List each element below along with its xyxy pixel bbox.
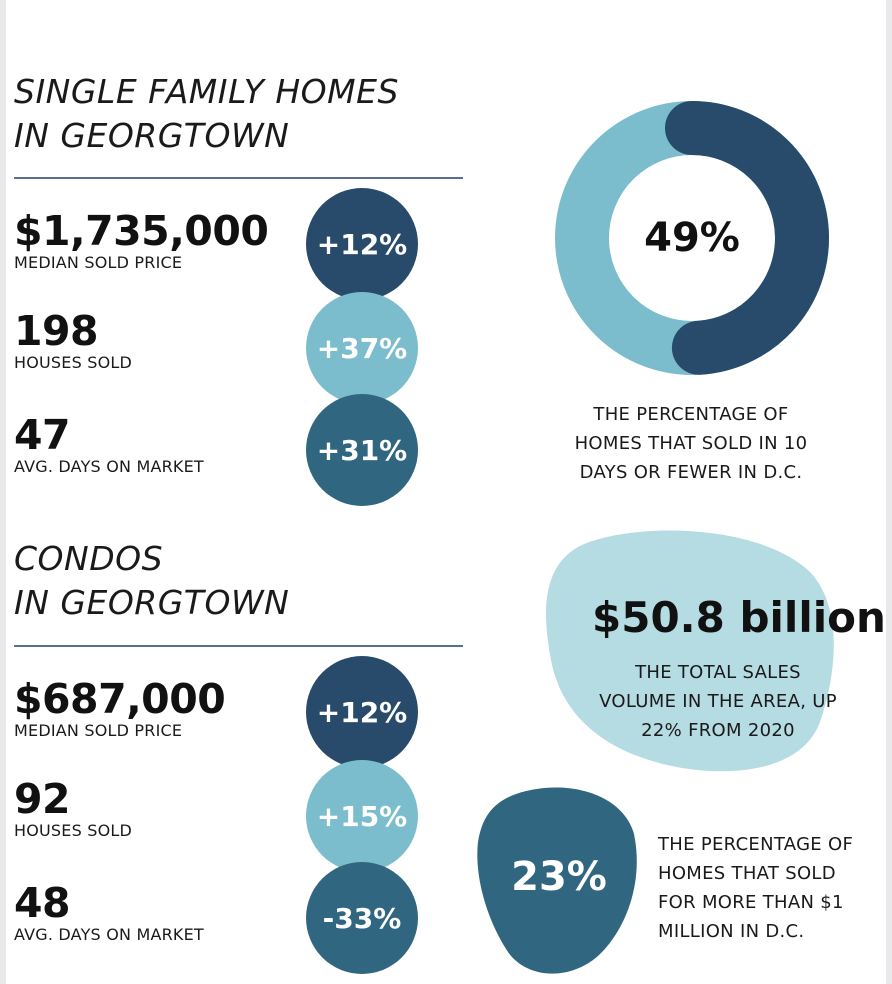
sales-volume-caption-line: THE TOTAL SALES <box>635 662 801 683</box>
condo-days-on-market-label: AVG. DAYS ON MARKET <box>14 925 204 944</box>
condos-divider <box>14 645 463 647</box>
single-family-heading-line1: SINGLE FAMILY HOMES <box>14 72 399 111</box>
donut-caption-line: HOMES THAT SOLD IN 10 <box>574 433 808 454</box>
sf-houses-sold-change-badge: +37% <box>306 292 418 404</box>
sf-days-on-market <box>14 413 204 477</box>
condos-heading <box>14 537 464 625</box>
sales-volume-caption <box>598 658 838 745</box>
donut-caption-line: THE PERCENTAGE OF <box>593 404 789 425</box>
single-family-divider <box>14 177 463 179</box>
sf-days-on-market-value: 47 <box>14 411 71 459</box>
sales-volume-caption-line: VOLUME IN THE AREA, UP <box>599 691 837 712</box>
condo-median-price-change-badge: +12% <box>306 656 418 768</box>
condo-houses-sold-label: HOUSES SOLD <box>14 821 133 840</box>
sf-median-price <box>14 209 268 273</box>
donut-caption <box>536 400 846 487</box>
condos-heading-line2: IN GEORGTOWN <box>14 583 290 622</box>
condo-median-price-label: MEDIAN SOLD PRICE <box>14 721 183 740</box>
sf-days-on-market-change-badge: +31% <box>306 394 418 506</box>
million-share-caption-line: MILLION IN D.C. <box>658 921 805 942</box>
sf-houses-sold <box>14 309 132 373</box>
donut-center-label: 49% <box>644 215 740 261</box>
infographic-page <box>6 0 886 984</box>
sf-median-price-change-badge: +12% <box>306 188 418 300</box>
million-share-caption <box>658 830 883 946</box>
sf-median-price-label: MEDIAN SOLD PRICE <box>14 253 183 272</box>
condo-houses-sold <box>14 777 132 841</box>
sf-median-price-value: $1,735,000 <box>14 207 269 255</box>
sf-days-on-market-label: AVG. DAYS ON MARKET <box>14 457 204 476</box>
condo-median-price <box>14 677 225 741</box>
condo-days-on-market-change-badge: -33% <box>306 862 418 974</box>
million-share-caption-line: HOMES THAT SOLD <box>658 863 836 884</box>
sales-volume-figure: $50.8 billion <box>592 593 886 642</box>
condo-median-price-value: $687,000 <box>14 675 226 723</box>
condo-days-on-market-value: 48 <box>14 879 71 927</box>
million-share-caption-line: THE PERCENTAGE OF <box>658 834 854 855</box>
condos-heading-line1: CONDOS <box>14 539 164 578</box>
condo-days-on-market <box>14 881 204 945</box>
million-share-label: 23% <box>511 854 607 900</box>
sf-houses-sold-value: 198 <box>14 307 99 355</box>
million-share-caption-line: FOR MORE THAN $1 <box>658 892 844 913</box>
sales-volume-caption-line: 22% FROM 2020 <box>641 720 795 741</box>
condo-houses-sold-value: 92 <box>14 775 71 823</box>
single-family-heading <box>14 70 464 158</box>
condo-houses-sold-change-badge: +15% <box>306 760 418 872</box>
donut-caption-line: DAYS OR FEWER IN D.C. <box>579 462 803 483</box>
sf-houses-sold-label: HOUSES SOLD <box>14 353 133 372</box>
single-family-heading-line2: IN GEORGTOWN <box>14 116 290 155</box>
